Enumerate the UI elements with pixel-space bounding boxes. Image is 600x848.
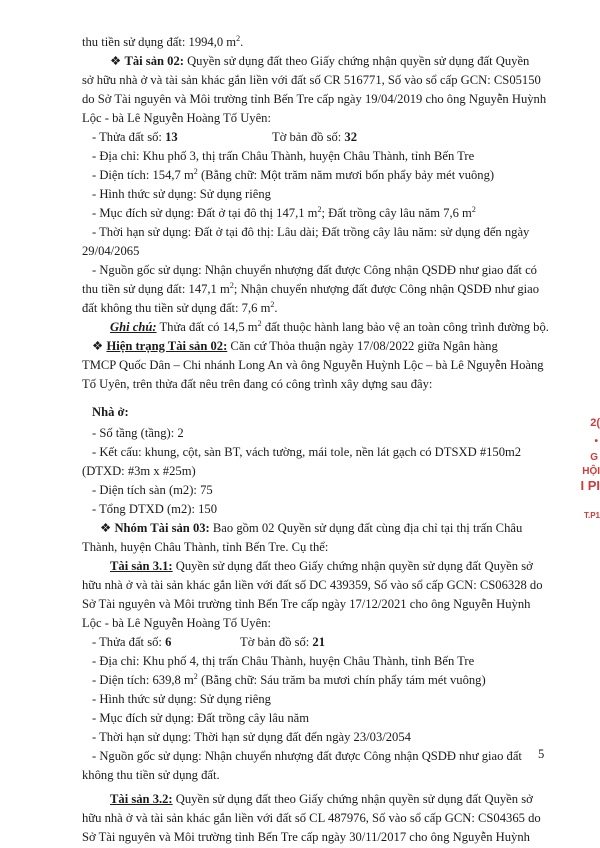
text-line: sở hữu nhà ở và tài sản khác gắn liền với đất số CR 516771, Số vào sổ cấp GCN: CS05150 — [82, 73, 541, 87]
stamp-fragment: T.P1 — [583, 511, 600, 520]
text-line: - Mục đích sử dụng: Đất ở tại đô thị 147,1 $m^2$; Đất trồng cây lâu năm 7,6 $m^2$ — [92, 205, 476, 220]
text-line: không thu tiền sử dụng đất. — [82, 768, 220, 782]
section-heading: ❖ Nhóm Tài sản 03: Bao gồm 02 Quyền sử dụng đất cùng địa chỉ tại thị trấn Châu — [100, 521, 523, 535]
text-line: Tờ bản đồ số: 21 — [240, 635, 326, 649]
text-line: - Thửa đất số: 6 — [92, 635, 172, 649]
text-line: - Hình thức sử dụng: Sử dụng riêng — [92, 692, 271, 706]
subheading: Nhà ở: — [92, 405, 129, 419]
section-heading: Tài sản 3.1: Quyền sử dụng đất theo Giấy chứng nhận quyền sử dụng đất Quyền sở — [110, 559, 533, 573]
text-line: - Thời hạn sử dụng: Đất ở tại đô thị: Lâu dài; Đất trồng cây lâu năm: sử dụng đến ngày — [92, 225, 530, 239]
text-line: - Nguồn gốc sử dụng: Nhận chuyển nhượng đất được Công nhận QSDĐ như giao đất — [92, 749, 522, 763]
stamp-fragment: I PI — [580, 478, 600, 493]
diamond-bullet-icon: ❖ — [100, 521, 112, 535]
note-line: Ghi chú: Thửa đất có 14,5 $m^2$ đất thuộc hành lang bảo vệ an toàn công trình đường bộ. — [110, 319, 549, 334]
text-line: Lộc - bà Lê Nguyễn Hoàng Tố Uyên: — [82, 616, 271, 630]
text-line: - Mục đích sử dụng: Đất trồng cây lâu năm — [92, 711, 310, 725]
text-line: Tờ bản đồ số: 32 — [272, 130, 358, 144]
text-line: thu tiền sử dụng đất: 147,1 $m^2$; Nhận chuyển nhượng đất được Công nhận QSDĐ như giao — [82, 281, 540, 296]
text-line: - Hình thức sử dụng: Sử dụng riêng — [92, 187, 271, 201]
text-line: - Diện tích: 154,7 $m^2$ (Bằng chữ: Một trăm năm mươi bốn phẩy bảy mét vuông) — [92, 167, 495, 182]
text-line: - Địa chỉ: Khu phố 4, thị trấn Châu Thành, huyện Châu Thành, tỉnh Bến Tre — [92, 654, 475, 668]
page-number: 5 — [538, 747, 545, 761]
text-line: - Tổng DTXD (m2): 150 — [92, 502, 217, 516]
text-line: - Diện tích: 639,8 $m^2$ (Bằng chữ: Sáu trăm ba mươi chín phẩy tám mét vuông) — [92, 672, 486, 687]
section-heading: ❖ Tài sản 02: Quyền sử dụng đất theo Giấy chứng nhận quyền sử dụng đất Quyền — [110, 54, 530, 68]
text-line: TMCP Quốc Dân – Chi nhánh Long An và ông Nguyễn Huỳnh Lộc – bà Lê Nguyễn Hoàng — [82, 358, 544, 372]
text-line: - Diện tích sàn (m2): 75 — [92, 483, 213, 497]
text-line: - Địa chỉ: Khu phố 3, thị trấn Châu Thành, huyện Châu Thành, tỉnh Bến Tre — [92, 149, 475, 163]
text-line: 29/04/2065 — [82, 244, 140, 258]
text-line: (DTXD: #3m x #25m) — [82, 464, 196, 478]
text-line: - Thửa đất số: 13 — [92, 130, 178, 144]
text-line: - Số tầng (tầng): 2 — [92, 426, 184, 440]
text-line: hữu nhà ở và tài sản khác gắn liền với đất số DC 439359, Số vào sổ cấp GCN: CS06328 do — [82, 578, 543, 592]
text-line: Sở Tài nguyên và Môi trường tỉnh Bến Tre cấp ngày 30/11/2017 cho ông Nguyễn Huỳnh — [82, 830, 530, 844]
text-line: do Sở Tài nguyên và Môi trường tỉnh Bến Tre cấp ngày 19/04/2019 cho ông Nguyễn Huỳnh — [82, 92, 547, 106]
stamp-fragment: • — [594, 436, 598, 447]
text-line: Lộc - bà Lê Nguyễn Hoàng Tố Uyên: — [82, 111, 271, 125]
section-heading: ❖ Hiện trạng Tài sản 02: Căn cứ Thỏa thuận ngày 17/08/2022 giữa Ngân hàng — [92, 339, 498, 353]
diamond-bullet-icon: ❖ — [110, 54, 122, 68]
text-line: Tố Uyên, trên thửa đất nêu trên đang có công trình xây dựng sau đây: — [82, 377, 433, 391]
text-line: Thành, huyện Châu Thành, tỉnh Bến Tre. Cụ thể: — [82, 540, 329, 554]
section-heading: Tài sản 3.2: Quyền sử dụng đất theo Giấy chứng nhận quyền sử dụng đất Quyền sở — [110, 792, 533, 806]
stamp-fragment: 2( — [590, 417, 600, 429]
text-line: đất không thu tiền sử dụng đất: 7,6 $m^2$. — [82, 300, 278, 315]
stamp-fragment: G — [590, 452, 598, 463]
text-line: hữu nhà ở và tài sản khác gắn liền với đất số CL 487976, Số vào sổ cấp GCN: CS04365 do — [82, 811, 541, 825]
text-line: thu tiền sử dụng đất: 1994,0 $m^2$. — [82, 34, 244, 49]
diamond-bullet-icon: ❖ — [92, 339, 104, 353]
stamp-fragment: HỘI — [582, 466, 600, 477]
text-line: Sở Tài nguyên và Môi trường tỉnh Bến Tre cấp ngày 17/12/2021 cho ông Nguyễn Huỳnh — [82, 597, 531, 611]
text-line: - Kết cấu: khung, cột, sàn BT, vách tường, mái tole, nền lát gạch có DTSXD #150m2 — [92, 445, 522, 459]
text-line: - Nguồn gốc sử dụng: Nhận chuyển nhượng đất được Công nhận QSDĐ như giao đất có — [92, 263, 537, 277]
text-line: - Thời hạn sử dụng: Thời hạn sử dụng đất đến ngày 23/03/2054 — [92, 730, 411, 744]
